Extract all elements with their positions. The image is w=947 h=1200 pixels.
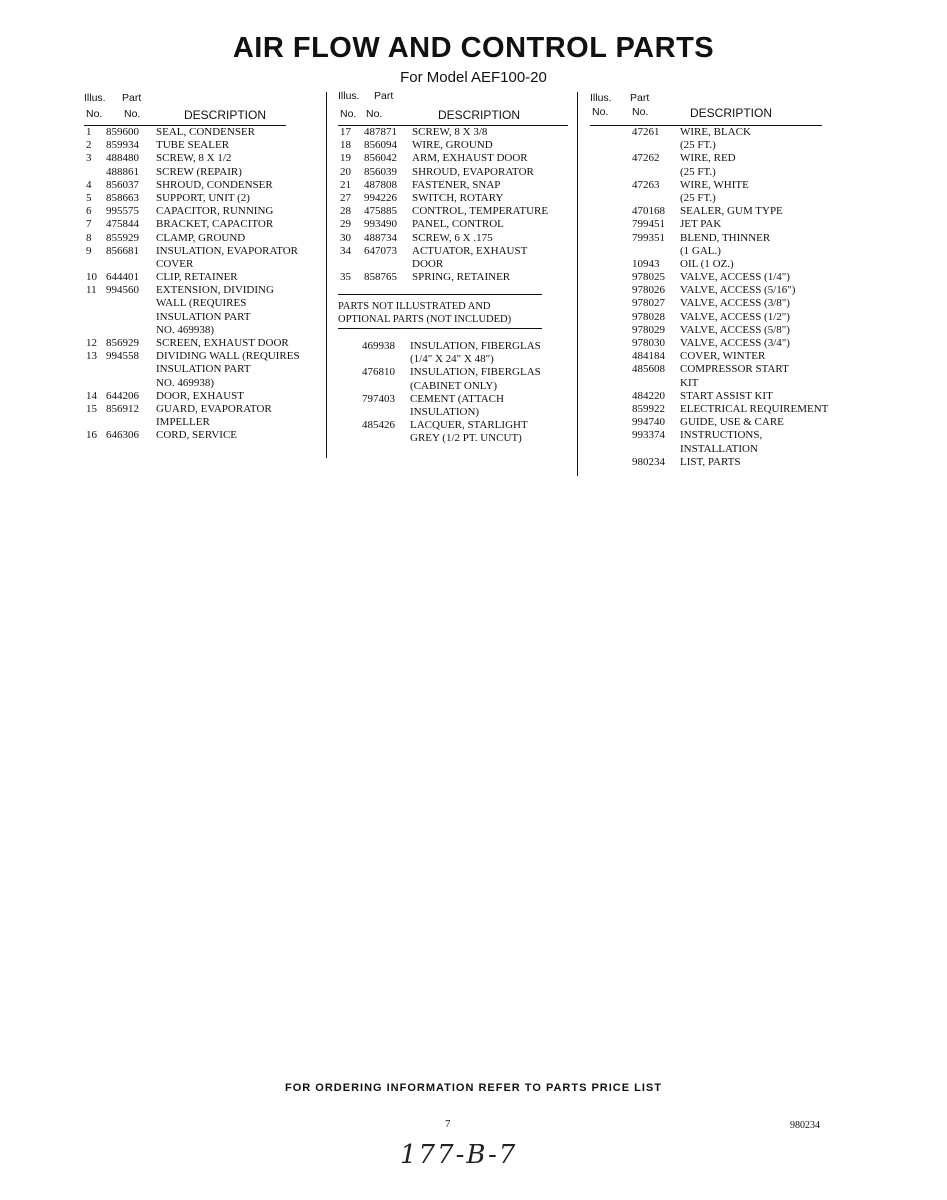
part-row xyxy=(590,363,850,376)
part-number: 993374 xyxy=(632,429,665,442)
part-number: 485426 xyxy=(362,419,395,432)
part-description: SEALER, GUM TYPE xyxy=(680,205,783,218)
part-description: LIST, PARTS xyxy=(680,455,741,468)
part-description: CLIP, RETAINER xyxy=(156,271,238,284)
part-row xyxy=(590,218,850,231)
page-title: AIR FLOW AND CONTROL PARTS xyxy=(232,32,715,64)
optional-parts-note-2: OPTIONAL PARTS (NOT INCLUDED) xyxy=(338,314,512,325)
part-row xyxy=(590,456,850,469)
part-row xyxy=(338,432,568,445)
part-row xyxy=(590,152,850,165)
part-number: 978025 xyxy=(632,271,665,284)
part-description: WIRE, WHITE xyxy=(680,178,749,191)
illus-number: 13 xyxy=(86,350,97,363)
part-description: WALL (REQUIRES xyxy=(156,297,247,310)
description-header: DESCRIPTION xyxy=(690,106,773,120)
part-description: INSULATION, EVAPORATOR xyxy=(156,244,298,257)
illus-number: 16 xyxy=(86,429,97,442)
part-description: (1 GAL.) xyxy=(680,244,721,257)
part-row xyxy=(590,390,850,403)
parts-column-3 xyxy=(590,92,850,469)
part-description: BRACKET, CAPACITOR xyxy=(156,218,274,231)
part-description: CORD, SERVICE xyxy=(156,429,238,442)
illus-number: 8 xyxy=(86,231,92,244)
illus-number: 29 xyxy=(340,218,351,231)
part-description: INSULATION, FIBERGLAS xyxy=(410,366,541,379)
part-number: 485608 xyxy=(632,363,665,376)
part-description: WIRE, BLACK xyxy=(680,126,751,138)
part-number: 644401 xyxy=(106,271,139,284)
part-description: INSULATION, FIBERGLAS xyxy=(410,340,541,352)
part-number: 978028 xyxy=(632,310,665,323)
part-number: 856039 xyxy=(364,165,397,178)
part-row xyxy=(590,284,850,297)
part-row xyxy=(338,232,568,245)
column-header xyxy=(338,92,568,126)
part-number: 470168 xyxy=(632,205,665,218)
part-row xyxy=(590,179,850,192)
part-description: INSULATION PART xyxy=(156,363,251,376)
part-row xyxy=(84,179,324,192)
part-description: SHROUD, CONDENSER xyxy=(156,178,273,191)
part-description: COVER, WINTER xyxy=(680,350,766,363)
note-rule-bottom xyxy=(338,328,542,329)
part-number: 797403 xyxy=(362,392,395,405)
illus-number: 17 xyxy=(340,126,351,138)
part-description: ARM, EXHAUST DOOR xyxy=(412,152,528,165)
part-row xyxy=(338,353,568,366)
part-row xyxy=(84,363,324,376)
part-description: SEAL, CONDENSER xyxy=(156,126,256,138)
part-number: 856912 xyxy=(106,402,139,415)
part-row xyxy=(338,218,568,231)
part-description: CEMENT (ATTACH xyxy=(410,392,504,405)
part-row xyxy=(590,205,850,218)
part-description: NO. 469938) xyxy=(156,323,215,336)
part-row xyxy=(338,340,568,353)
part-row xyxy=(338,380,568,393)
part-description: SCREW (REPAIR) xyxy=(156,165,242,178)
illus-number: 21 xyxy=(340,178,351,191)
part-row xyxy=(84,258,324,271)
part-row xyxy=(84,311,324,324)
part-number: 476810 xyxy=(362,366,395,379)
part-row xyxy=(338,139,568,152)
part-description: ACTUATOR, EXHAUST xyxy=(412,244,528,257)
illus-header-bottom: No. xyxy=(592,106,609,118)
part-number: 859922 xyxy=(632,402,665,415)
illus-number: 20 xyxy=(340,165,351,178)
illus-header-bottom: No. xyxy=(86,108,103,120)
part-row xyxy=(84,429,324,442)
part-number: 799451 xyxy=(632,218,665,231)
part-number: 47263 xyxy=(632,178,660,191)
part-row xyxy=(590,337,850,350)
part-description: WIRE, GROUND xyxy=(412,139,493,152)
part-row xyxy=(338,366,568,379)
part-row xyxy=(338,166,568,179)
part-number: 487808 xyxy=(364,178,397,191)
part-number: 856094 xyxy=(364,139,397,152)
part-row xyxy=(338,192,568,205)
part-row xyxy=(84,166,324,179)
part-row xyxy=(84,152,324,165)
part-number: 858765 xyxy=(364,271,397,284)
part-row xyxy=(84,350,324,363)
illus-header-top: Illus. xyxy=(338,90,360,102)
part-number: 47261 xyxy=(632,126,660,138)
optional-parts-list xyxy=(338,340,568,446)
column-divider xyxy=(577,92,578,476)
part-row xyxy=(84,377,324,390)
part-header-bottom: No. xyxy=(366,108,383,120)
part-number: 856037 xyxy=(106,178,139,191)
part-description: JET PAK xyxy=(680,218,722,231)
part-number: 646306 xyxy=(106,429,139,442)
part-description: COVER xyxy=(156,257,194,270)
part-number: 10943 xyxy=(632,257,660,270)
part-number: 995575 xyxy=(106,205,139,218)
part-number: 488480 xyxy=(106,152,139,165)
part-row xyxy=(590,324,850,337)
part-number: 858663 xyxy=(106,191,139,204)
part-description: INSTALLATION xyxy=(680,442,758,455)
part-row xyxy=(84,232,324,245)
part-description: INSULATION) xyxy=(410,405,480,418)
part-description: TUBE SEALER xyxy=(156,139,230,152)
part-description: GUARD, EVAPORATOR xyxy=(156,402,272,415)
part-description: SCREW, 8 X 1/2 xyxy=(156,152,232,165)
part-description: SCREW, 8 X 3/8 xyxy=(412,126,488,138)
part-row xyxy=(590,166,850,179)
part-header-top: Part xyxy=(630,92,650,104)
part-row xyxy=(84,271,324,284)
illus-number: 35 xyxy=(340,271,351,284)
document-number: 980234 xyxy=(790,1120,820,1131)
part-row xyxy=(590,232,850,245)
part-description: NO. 469938) xyxy=(156,376,215,389)
illus-number: 7 xyxy=(86,218,92,231)
part-row xyxy=(84,126,324,139)
part-description: SCREW, 6 X .175 xyxy=(412,231,493,244)
part-description: VALVE, ACCESS (3/8") xyxy=(680,297,790,310)
part-row xyxy=(84,416,324,429)
part-header-top: Part xyxy=(122,92,142,104)
part-description: OIL (1 OZ.) xyxy=(680,257,734,270)
note-rule-top xyxy=(338,294,542,295)
part-number: 994740 xyxy=(632,416,665,429)
illus-number: 19 xyxy=(340,152,351,165)
part-description: GUIDE, USE & CARE xyxy=(680,416,784,429)
part-number: 475844 xyxy=(106,218,139,231)
illus-number: 15 xyxy=(86,402,97,415)
part-description: INSULATION PART xyxy=(156,310,251,323)
part-row xyxy=(338,245,568,258)
part-description: SPRING, RETAINER xyxy=(412,271,511,284)
illus-header-top: Illus. xyxy=(590,92,612,104)
illus-header-top: Illus. xyxy=(84,92,106,104)
part-description: (25 FT.) xyxy=(680,165,716,178)
part-number: 855929 xyxy=(106,231,139,244)
part-row xyxy=(338,179,568,192)
part-description: (25 FT.) xyxy=(680,191,716,204)
part-header-bottom: No. xyxy=(124,108,141,120)
part-row xyxy=(84,218,324,231)
part-number: 980234 xyxy=(632,455,665,468)
illus-header-bottom: No. xyxy=(340,108,357,120)
part-header-top: Part xyxy=(374,90,394,102)
illus-number: 12 xyxy=(86,337,97,349)
illus-number: 28 xyxy=(340,205,351,218)
part-number: 856681 xyxy=(106,244,139,257)
illus-number: 30 xyxy=(340,231,351,244)
part-description: CLAMP, GROUND xyxy=(156,231,246,244)
illus-number: 34 xyxy=(340,244,351,257)
part-description: BLEND, THINNER xyxy=(680,231,771,244)
part-row xyxy=(338,205,568,218)
illus-number: 11 xyxy=(86,284,97,297)
illus-number: 10 xyxy=(86,271,97,284)
part-number: 487871 xyxy=(364,126,397,138)
part-row xyxy=(84,139,324,152)
part-row xyxy=(590,443,850,456)
part-description: VALVE, ACCESS (1/2") xyxy=(680,310,790,323)
part-row xyxy=(590,429,850,442)
part-row xyxy=(590,403,850,416)
parts-column-1 xyxy=(84,92,324,443)
part-description: SWITCH, ROTARY xyxy=(412,191,504,204)
column-header xyxy=(590,92,850,126)
part-number: 978026 xyxy=(632,284,665,297)
part-description: SUPPORT, UNIT (2) xyxy=(156,191,250,204)
part-description: START ASSIST KIT xyxy=(680,389,773,402)
part-number: 484184 xyxy=(632,350,665,363)
column-header xyxy=(84,92,324,126)
illus-number: 3 xyxy=(86,152,92,165)
description-header: DESCRIPTION xyxy=(438,108,521,122)
part-description: LACQUER, STARLIGHT xyxy=(410,419,528,432)
part-description: SCREEN, EXHAUST DOOR xyxy=(156,337,289,349)
part-row xyxy=(84,337,324,350)
column-divider xyxy=(326,92,327,458)
illus-number: 1 xyxy=(86,126,92,138)
part-description: VALVE, ACCESS (3/4") xyxy=(680,337,790,349)
part-row xyxy=(590,350,850,363)
part-row xyxy=(590,245,850,258)
part-description: (25 FT.) xyxy=(680,139,716,152)
part-number: 978029 xyxy=(632,323,665,336)
part-row xyxy=(338,406,568,419)
part-row xyxy=(590,377,850,390)
part-description: VALVE, ACCESS (5/16") xyxy=(680,284,796,297)
part-row xyxy=(590,126,850,139)
optional-parts-note-1: PARTS NOT ILLUSTRATED AND xyxy=(338,301,491,312)
part-description: SHROUD, EVAPORATOR xyxy=(412,165,534,178)
part-description: DOOR, EXHAUST xyxy=(156,389,244,402)
part-description: PANEL, CONTROL xyxy=(412,218,504,231)
part-row xyxy=(338,271,568,284)
part-number: 469938 xyxy=(362,340,395,352)
part-description: CAPACITOR, RUNNING xyxy=(156,205,274,218)
part-description: KIT xyxy=(680,376,699,389)
part-row xyxy=(84,192,324,205)
part-description: WIRE, RED xyxy=(680,152,736,165)
part-description: INSTRUCTIONS, xyxy=(680,429,763,442)
part-row xyxy=(338,126,568,139)
illus-number: 5 xyxy=(86,191,92,204)
part-row xyxy=(84,245,324,258)
part-row xyxy=(84,324,324,337)
part-description: (1/4" X 24" X 48") xyxy=(410,353,494,366)
illus-number: 18 xyxy=(340,139,351,152)
part-number: 488734 xyxy=(364,231,397,244)
part-row xyxy=(590,258,850,271)
part-description: FASTENER, SNAP xyxy=(412,178,501,191)
illus-number: 2 xyxy=(86,139,92,152)
part-row xyxy=(590,271,850,284)
part-number: 993490 xyxy=(364,218,397,231)
part-number: 978030 xyxy=(632,337,665,349)
illus-number: 6 xyxy=(86,205,92,218)
part-number: 994558 xyxy=(106,350,139,363)
part-header-bottom: No. xyxy=(632,106,649,118)
part-number: 856042 xyxy=(364,152,397,165)
part-number: 859934 xyxy=(106,139,139,152)
page-number: 7 xyxy=(445,1118,451,1130)
part-number: 484220 xyxy=(632,389,665,402)
part-row xyxy=(338,258,568,271)
part-number: 475885 xyxy=(364,205,397,218)
illus-number: 9 xyxy=(86,244,92,257)
part-row xyxy=(84,205,324,218)
part-number: 994560 xyxy=(106,284,139,297)
part-number: 859600 xyxy=(106,126,139,138)
part-description: COMPRESSOR START xyxy=(680,363,789,376)
part-number: 47262 xyxy=(632,152,660,165)
parts-column-2 xyxy=(338,92,568,284)
part-description: CONTROL, TEMPERATURE xyxy=(412,205,549,218)
part-description: VALVE, ACCESS (5/8") xyxy=(680,323,790,336)
part-description: VALVE, ACCESS (1/4") xyxy=(680,271,790,284)
part-description: GREY (1/2 PT. UNCUT) xyxy=(410,432,522,445)
part-row xyxy=(84,390,324,403)
illus-number: 14 xyxy=(86,389,97,402)
part-description: DOOR xyxy=(412,257,444,270)
part-row xyxy=(338,152,568,165)
part-number: 994226 xyxy=(364,191,397,204)
part-row xyxy=(590,139,850,152)
part-number: 488861 xyxy=(106,165,139,178)
description-header: DESCRIPTION xyxy=(184,108,267,122)
part-row xyxy=(590,416,850,429)
part-row xyxy=(590,311,850,324)
part-row xyxy=(84,284,324,297)
part-row xyxy=(84,297,324,310)
part-number: 856929 xyxy=(106,337,139,349)
part-row xyxy=(84,403,324,416)
part-number: 799351 xyxy=(632,231,665,244)
part-description: DIVIDING WALL (REQUIRES xyxy=(156,350,300,363)
illus-number: 4 xyxy=(86,178,92,191)
part-number: 647073 xyxy=(364,244,397,257)
illus-number: 27 xyxy=(340,191,351,204)
ordering-info-footer: FOR ORDERING INFORMATION REFER TO PARTS PRICE LIST xyxy=(285,1082,662,1094)
model-subtitle: For Model AEF100-20 xyxy=(400,69,547,86)
part-row xyxy=(590,192,850,205)
part-description: EXTENSION, DIVIDING xyxy=(156,284,274,297)
part-number: 644206 xyxy=(106,389,139,402)
part-row xyxy=(590,297,850,310)
part-number: 978027 xyxy=(632,297,665,310)
part-row xyxy=(338,393,568,406)
part-description: (CABINET ONLY) xyxy=(410,379,497,392)
handwritten-annotation: 177-B-7 xyxy=(400,1140,518,1170)
part-description: IMPELLER xyxy=(156,416,210,429)
part-row xyxy=(338,419,568,432)
part-description: ELECTRICAL REQUIREMENT xyxy=(680,402,829,415)
